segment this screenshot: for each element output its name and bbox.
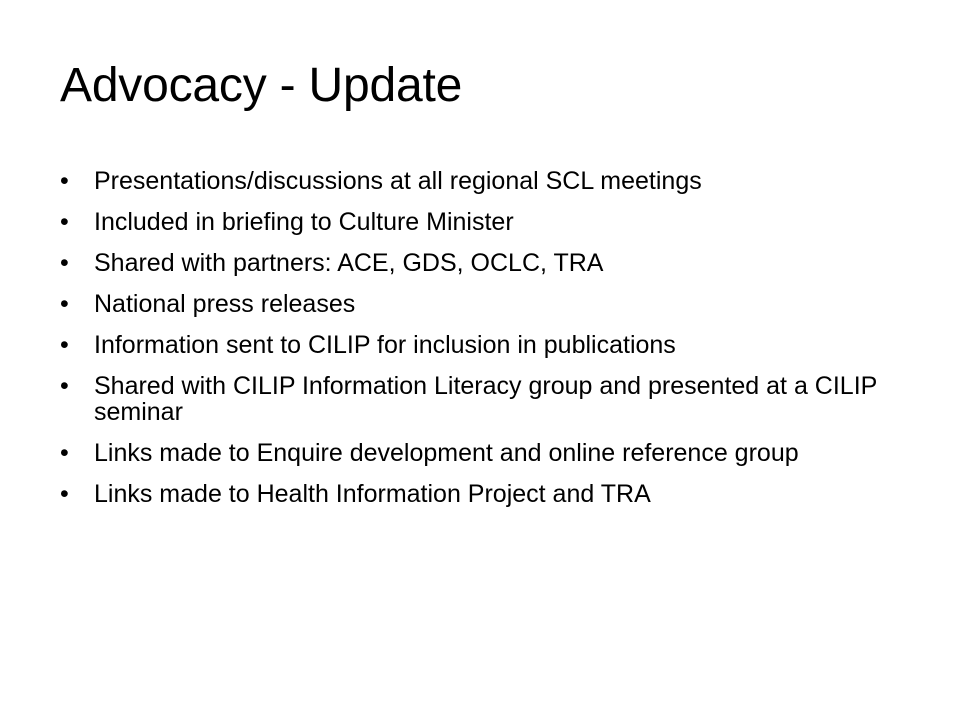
bullet-icon: • bbox=[60, 167, 69, 195]
bullet-icon: • bbox=[60, 208, 69, 236]
bullet-icon: • bbox=[60, 249, 69, 277]
bullet-icon: • bbox=[60, 290, 69, 318]
list-item bbox=[60, 373, 880, 425]
list-item bbox=[60, 291, 880, 317]
list-item-text: National press releases bbox=[94, 290, 356, 318]
bullet-icon: • bbox=[60, 439, 69, 467]
list-item bbox=[60, 209, 880, 235]
list-item-text: Links made to Health Information Project and TRA bbox=[94, 480, 651, 508]
list-item bbox=[60, 168, 880, 194]
list-item-text: Information sent to CILIP for inclusion in publications bbox=[94, 331, 676, 359]
list-item-text: Links made to Enquire development and online reference group bbox=[94, 439, 799, 467]
list-item bbox=[60, 332, 880, 358]
list-item bbox=[60, 440, 880, 466]
bullet-list bbox=[60, 168, 880, 522]
list-item-text: Included in briefing to Culture Minister bbox=[94, 208, 514, 236]
bullet-icon: • bbox=[60, 331, 69, 359]
bullet-icon: • bbox=[60, 480, 69, 508]
list-item bbox=[60, 250, 880, 276]
list-item bbox=[60, 481, 880, 507]
slide-title: Advocacy - Update bbox=[60, 59, 463, 112]
bullet-icon: • bbox=[60, 372, 69, 400]
list-item-text: Shared with CILIP Information Literacy group and presented at a CILIP seminar bbox=[94, 372, 877, 426]
list-item-text: Presentations/discussions at all regional SCL meetings bbox=[94, 167, 702, 195]
list-item-text: Shared with partners: ACE, GDS, OCLC, TRA bbox=[94, 249, 604, 277]
